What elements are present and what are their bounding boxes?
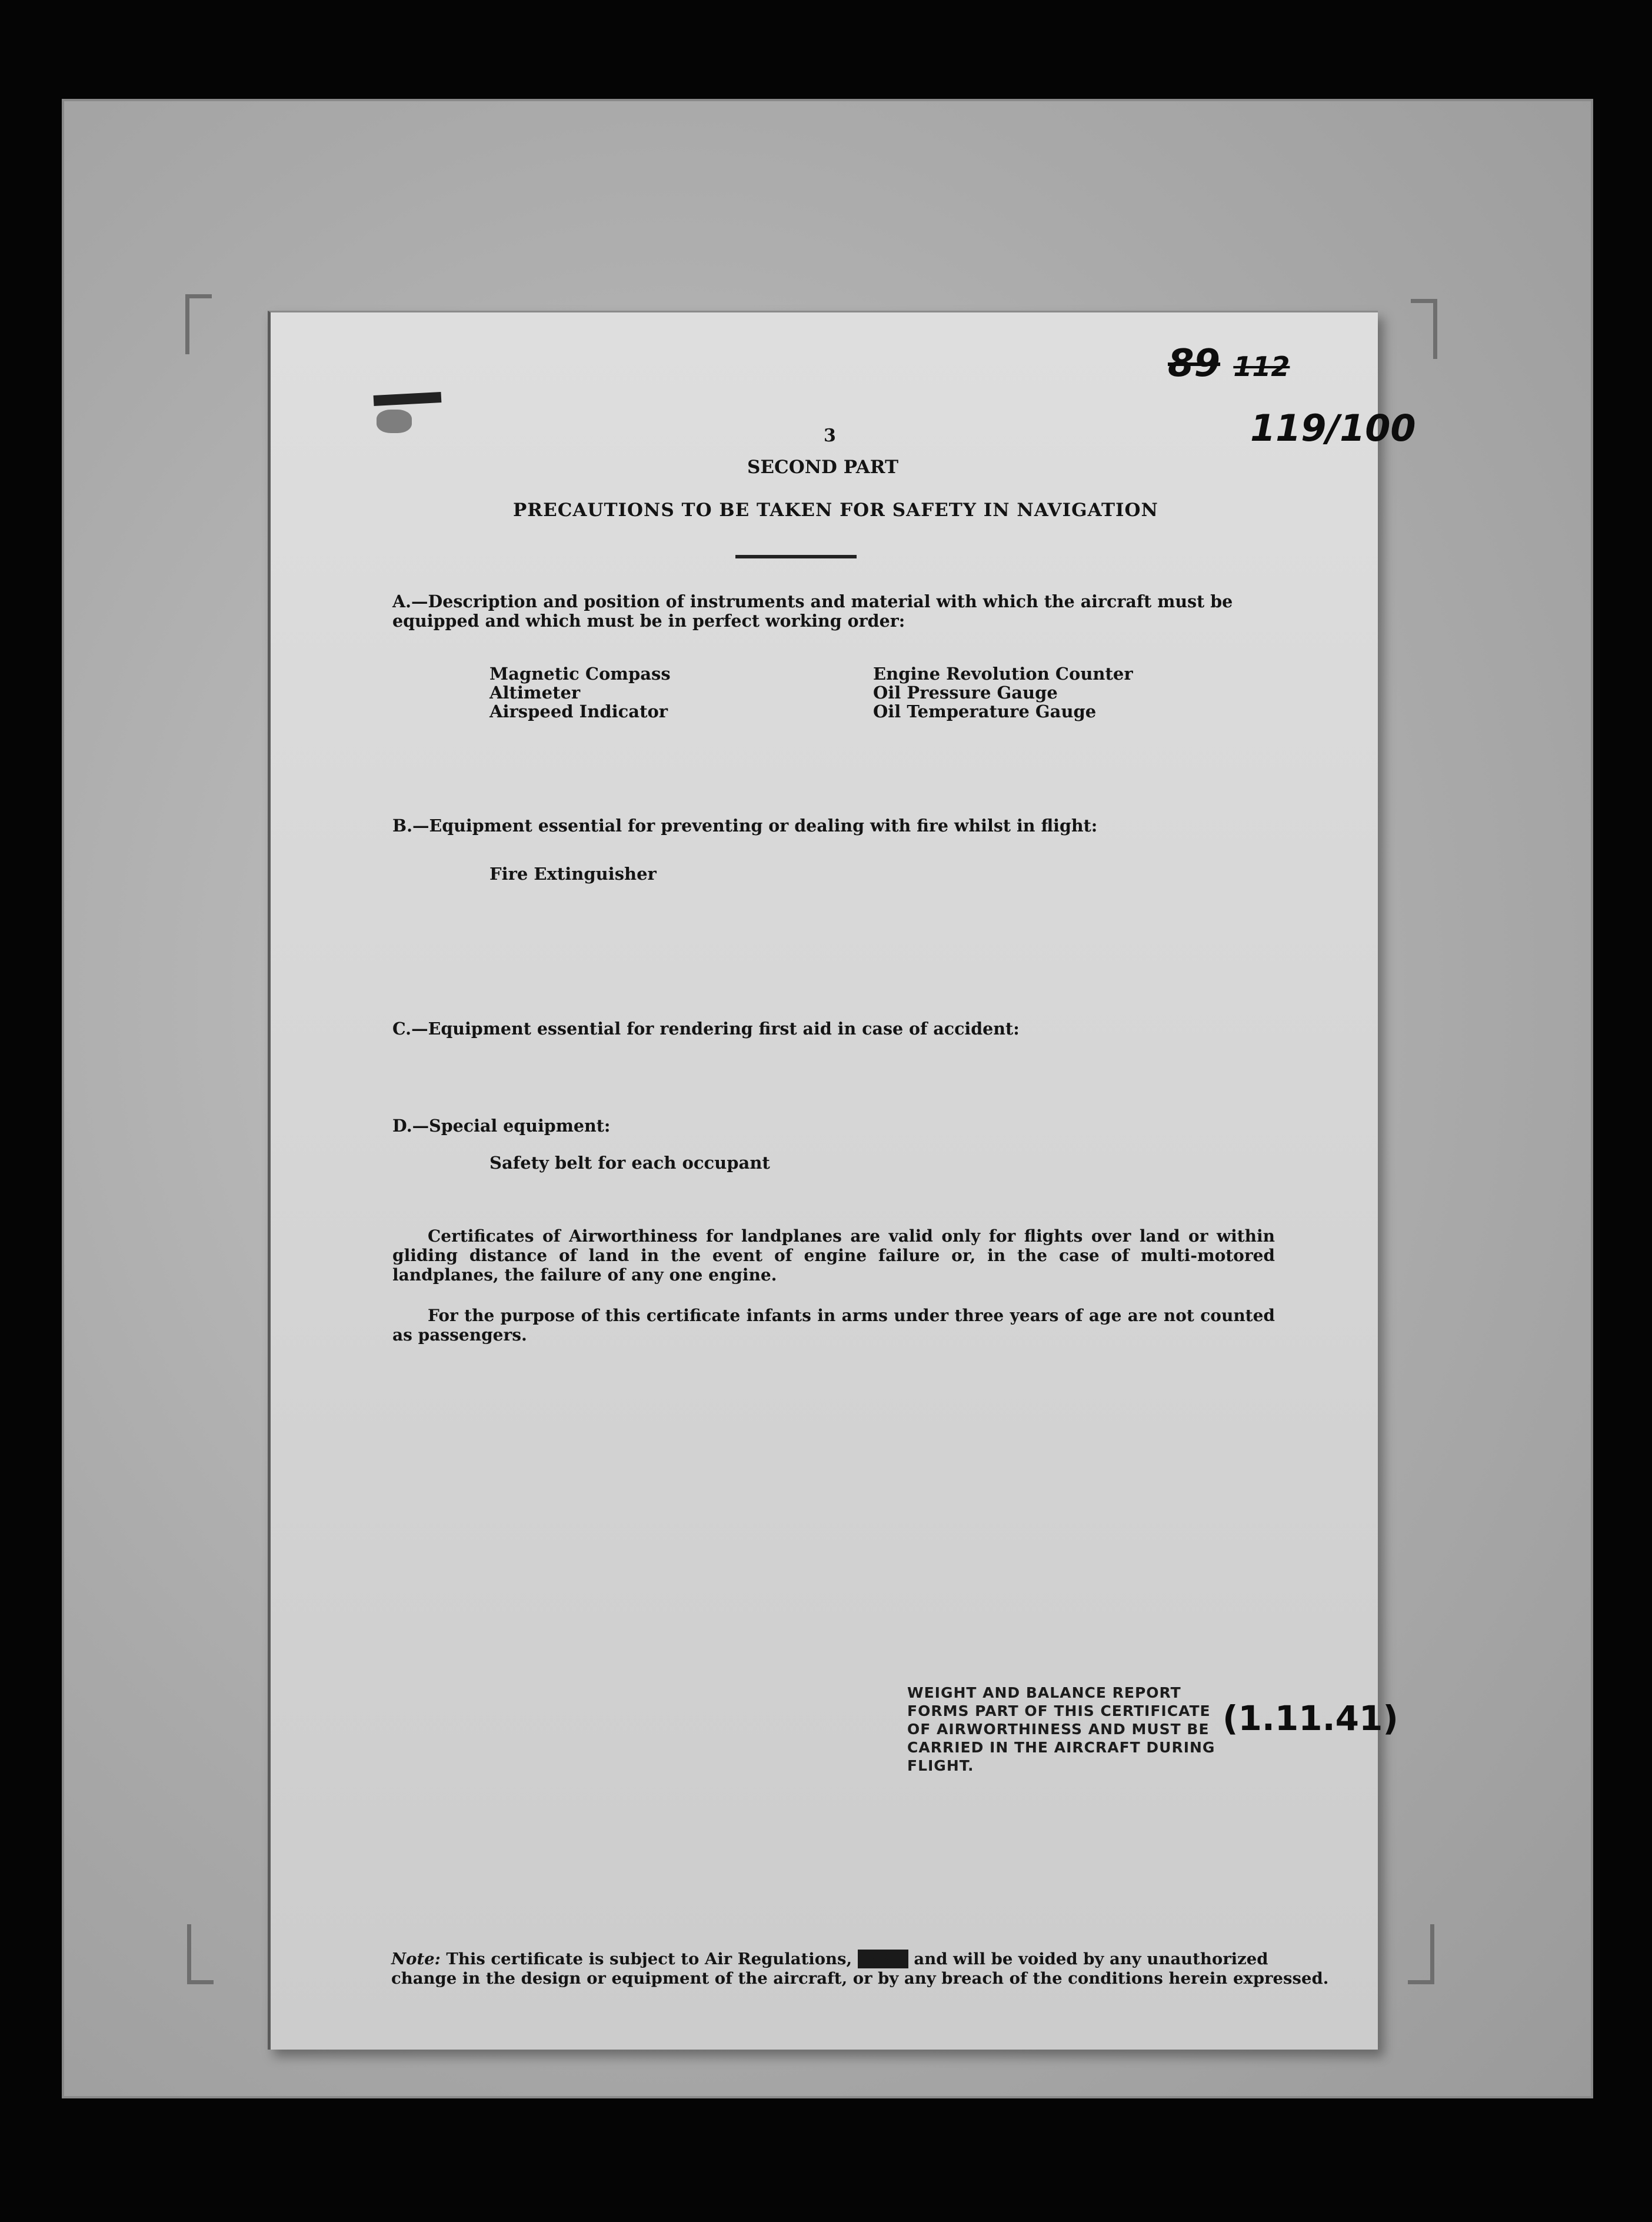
ink-smudge-mark — [377, 410, 412, 433]
corner-bracket-top-right — [1411, 299, 1437, 359]
note-text-before: This certificate is subject to Air Regulations, — [446, 1950, 852, 1968]
regulations-note-line2: change in the design or equipment of the aircraft, or by any breach of the conditions herein expressed. — [391, 1969, 1329, 1988]
special-equipment-item: Safety belt for each occupant — [489, 1153, 770, 1173]
instrument-list-left — [489, 664, 671, 721]
handwritten-date: (1.11.41) — [1223, 1698, 1398, 1738]
certificate-page — [268, 311, 1416, 2050]
handwritten-folio-number: 89 112 — [1168, 342, 1290, 385]
main-title: PRECAUTIONS TO BE TAKEN FOR SAFETY IN NAVIGATION — [513, 500, 1158, 521]
page-number: 3 — [824, 425, 836, 446]
part-title: SECOND PART — [747, 457, 899, 478]
section-b-heading: B.—Equipment essential for preventing or dealing with fire whilst in flight: — [392, 816, 1098, 836]
stamp-line: FORMS PART OF THIS CERTIFICATE — [907, 1702, 1211, 1719]
stamp-line: FLIGHT. — [907, 1757, 974, 1774]
instrument-item: Oil Pressure Gauge — [873, 683, 1058, 703]
airworthiness-note: Certificates of Airworthiness for landplanes are valid only for flights over land or within gliding distance of land in the event of engine failure or, in the case of multi-motored landplanes, the failure of any one engine. — [392, 1226, 1275, 1285]
section-c-heading: C.—Equipment essential for rendering first aid in case of accident: — [392, 1019, 1020, 1039]
ink-blot-mark — [374, 392, 442, 406]
section-d-heading: D.—Special equipment: — [392, 1116, 611, 1136]
instrument-item: Altimeter — [489, 683, 581, 703]
instrument-item: Magnetic Compass — [489, 664, 671, 684]
regulations-note — [391, 1950, 1280, 1969]
redacted-year: 1920, — [857, 1950, 908, 1968]
fire-equipment-item: Fire Extinguisher — [489, 864, 657, 884]
instrument-item: Engine Revolution Counter — [873, 664, 1133, 684]
weight-balance-stamp — [907, 1684, 1215, 1775]
title-underline — [735, 555, 857, 558]
corner-bracket-bottom-right — [1408, 1924, 1434, 1984]
infants-note: For the purpose of this certificate infants in arms under three years of age are not counted as passengers. — [392, 1306, 1275, 1345]
stamp-line: CARRIED IN THE AIRCRAFT DURING — [907, 1739, 1215, 1756]
stamp-line: OF AIRWORTHINESS AND MUST BE — [907, 1721, 1210, 1738]
instrument-item: Airspeed Indicator — [489, 701, 668, 721]
stamp-line: WEIGHT AND BALANCE REPORT — [907, 1684, 1181, 1701]
corner-bracket-top-left — [185, 294, 212, 354]
note-text-after: and will be voided by any unauthorized — [914, 1950, 1268, 1968]
instrument-list-right — [873, 664, 1133, 721]
corner-bracket-bottom-left — [187, 1924, 214, 1984]
handwritten-folio-second: 119/100 — [1250, 407, 1416, 450]
instrument-item: Oil Temperature Gauge — [873, 701, 1097, 721]
section-a-heading: A.—Description and position of instruments and material with which the aircraft must be equipped and which must be in perfect working order: — [392, 591, 1233, 631]
note-label: Note: — [391, 1950, 441, 1968]
